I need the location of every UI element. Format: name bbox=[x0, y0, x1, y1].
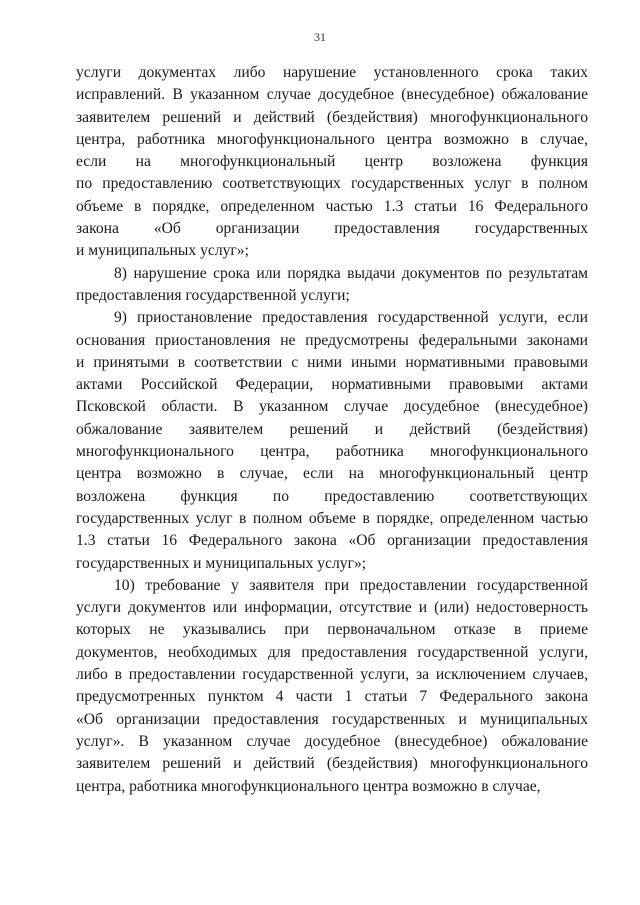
text-line: либо в предоставлении государственной услуги, за исключением случаев, bbox=[76, 666, 588, 684]
text-line: государственных услуг в полном объеме в порядке, определенном частью bbox=[76, 509, 588, 527]
text-line: заявителем решений и действий (бездействия) многофункционального bbox=[76, 108, 588, 126]
text-line: по предоставлению соответствующих государственных услуг в полном bbox=[76, 175, 588, 193]
text-line: услуги документах либо нарушение установленного срока таких bbox=[76, 64, 588, 81]
text-line: объеме в порядке, определенном частью 1.3 статьи 16 Федерального bbox=[76, 197, 588, 215]
text-line: заявителем решений и действий (бездействия) многофункционального bbox=[76, 755, 588, 773]
text-line: обжалование заявителем решений и действий (бездействия) bbox=[76, 420, 588, 438]
text-line: актами Российской Федерации, нормативными правовыми актами bbox=[76, 376, 588, 394]
text-line: и принятыми в соответствии с ними иными нормативными правовыми bbox=[76, 353, 588, 371]
text-line: 10) требование у заявителя при предоставлении государственной bbox=[114, 576, 588, 594]
page-number: 31 bbox=[314, 30, 326, 44]
text-line: основания приостановления не предусмотрены федеральными законами bbox=[76, 331, 588, 349]
text-line: предусмотренных пунктом 4 части 1 статьи 7 Федерального закона bbox=[76, 688, 588, 706]
text-line: Псковской области. В указанном случае досудебное (внесудебное) bbox=[76, 398, 588, 416]
paragraph-p-10 bbox=[76, 575, 588, 798]
paragraph-p-8 bbox=[76, 263, 588, 308]
document-body bbox=[76, 62, 588, 798]
text-line: центра, работника многофункционального центра возможно в случае, bbox=[76, 130, 588, 148]
paragraph-p-cont bbox=[76, 62, 588, 263]
text-line: 8) нарушение срока или порядка выдачи документов по результатам bbox=[114, 264, 588, 282]
text-line: предоставления государственной услуги; bbox=[76, 286, 350, 304]
text-line: «Об организации предоставления государственных и муниципальных bbox=[76, 710, 588, 728]
text-line: возложена функция по предоставлению соответствующих bbox=[76, 487, 588, 505]
text-line: 1.3 статьи 16 Федерального закона «Об организации предоставления bbox=[76, 532, 588, 550]
text-line: центра, работника многофункционального центра возможно в случае, bbox=[76, 777, 541, 795]
text-line: многофункционального центра, работника многофункционального bbox=[76, 443, 588, 461]
text-line: услуги документов или информации, отсутствие и (или) недостоверность bbox=[76, 599, 588, 617]
text-line: 9) приостановление предоставления государственной услуги, если bbox=[114, 309, 588, 327]
text-line: если на многофункциональный центр возложена функция bbox=[76, 153, 588, 171]
text-line: центра возможно в случае, если на многофункциональный центр bbox=[76, 465, 588, 483]
paragraph-p-9 bbox=[76, 307, 588, 575]
text-line: исправлений. В указанном случае досудебное (внесудебное) обжалование bbox=[76, 86, 588, 104]
text-line: государственных и муниципальных услуг»; bbox=[76, 554, 367, 572]
text-line: услуг». В указанном случае досудебное (внесудебное) обжалование bbox=[76, 732, 588, 750]
text-line: документов, необходимых для предоставления государственной услуги, bbox=[76, 643, 588, 661]
text-line: которых не указывались при первоначальном отказе в приеме bbox=[76, 621, 588, 639]
text-line: закона «Об организации предоставления государственных bbox=[76, 220, 588, 238]
text-line: и муниципальных услуг»; bbox=[76, 242, 249, 260]
